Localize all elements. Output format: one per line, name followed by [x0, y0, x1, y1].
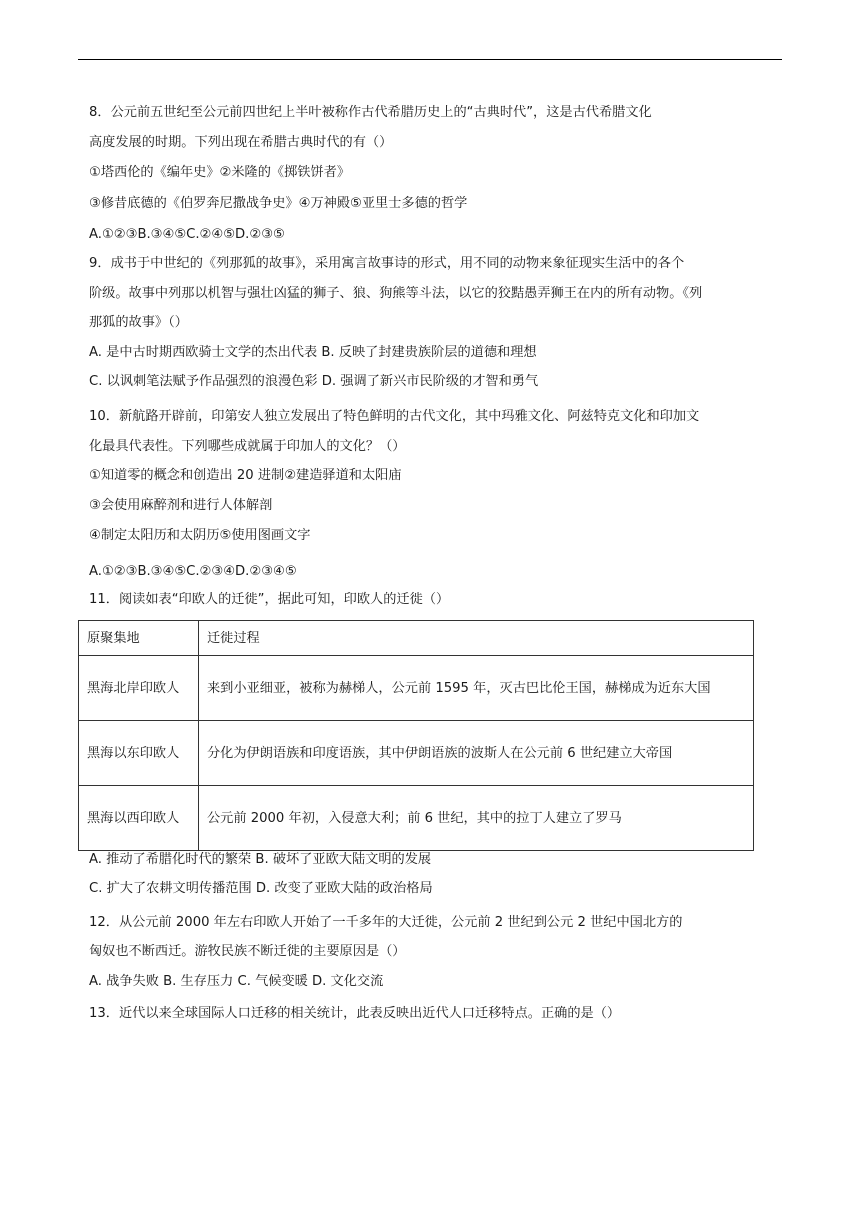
table-cell: 来到小亚细亚，被称为赫梯人，公元前 1595 年，灭古巴比伦王国，赫梯成为近东大国 — [199, 656, 754, 721]
table-cell: 黑海以东印欧人 — [79, 721, 199, 786]
q12-stem-line2: 匈奴也不断西迁。游牧民族不断迁徙的主要原因是（） — [89, 944, 406, 959]
header-rule — [78, 59, 782, 60]
q9-stem-line2: 阶级。故事中列那以机智与强壮凶猛的狮子、狼、狗熊等斗法，以它的狡黠愚弄狮王在内的所有动物。《列 — [89, 286, 703, 301]
q9-stem-line3: 那狐的故事》（） — [89, 315, 188, 330]
table-header-row — [79, 621, 754, 656]
q11-stem: 11．阅读如表“印欧人的迁徙”，据此可知，印欧人的迁徙（） — [89, 592, 450, 607]
q9-stem-line1: 9．成书于中世纪的《列那狐的故事》，采用寓言故事诗的形式，用不同的动物来象征现实生活中的各个 — [89, 256, 685, 271]
q10-item-line1: ①知道零的概念和创造出 20 进制②建造驿道和太阳庙 — [89, 468, 402, 483]
table-header-cell: 迁徙过程 — [199, 621, 754, 656]
q13-stem: 13．近代以来全球国际人口迁移的相关统计，此表反映出近代人口迁移特点。正确的是（） — [89, 1006, 621, 1021]
q10-stem-line2: 化最具代表性。下列哪些成就属于印加人的文化？（） — [89, 439, 406, 454]
table-cell: 黑海以西印欧人 — [79, 786, 199, 851]
table-row — [79, 721, 754, 786]
q8-item-line1: ①塔西伦的《编年史》②米隆的《掷铁饼者》 — [89, 165, 351, 180]
table-cell: 黑海北岸印欧人 — [79, 656, 199, 721]
q10-options: A.①②③B.③④⑤C.②③④D.②③④⑤ — [89, 564, 297, 579]
table-row — [79, 786, 754, 851]
q10-item-line2: ③会使用麻醉剂和进行人体解剖 — [89, 498, 273, 513]
q8-stem-line2: 高度发展的时期。下列出现在希腊古典时代的有（） — [89, 135, 393, 150]
table-cell: 公元前 2000 年初，入侵意大利；前 6 世纪，其中的拉丁人建立了罗马 — [199, 786, 754, 851]
table-row — [79, 656, 754, 721]
q11-options-line1: A. 推动了希腊化时代的繁荣 B. 破坏了亚欧大陆文明的发展 — [89, 852, 432, 867]
q8-stem-line1: 8．公元前五世纪至公元前四世纪上半叶被称作古代希腊历史上的“古典时代”，这是古代希腊文化 — [89, 105, 652, 120]
q9-options-line1: A. 是中古时期西欧骑士文学的杰出代表 B. 反映了封建贵族阶层的道德和理想 — [89, 345, 537, 360]
q12-options: A. 战争失败 B. 生存压力 C. 气候变暖 D. 文化交流 — [89, 974, 384, 989]
q11-options-line2: C. 扩大了农耕文明传播范围 D. 改变了亚欧大陆的政治格局 — [89, 881, 433, 896]
table-cell: 分化为伊朗语族和印度语族，其中伊朗语族的波斯人在公元前 6 世纪建立大帝国 — [199, 721, 754, 786]
migration-table — [78, 620, 754, 851]
table-header-cell: 原聚集地 — [79, 621, 199, 656]
q10-item-line3: ④制定太阳历和太阴历⑤使用图画文字 — [89, 528, 311, 543]
q10-stem-line1: 10．新航路开辟前，印第安人独立发展出了特色鲜明的古代文化，其中玛雅文化、阿兹特克文化和印加文 — [89, 409, 700, 424]
q12-stem-line1: 12．从公元前 2000 年左右印欧人开始了一千多年的大迁徙，公元前 2 世纪到公元 2 世纪中国北方的 — [89, 915, 683, 930]
q8-item-line2: ③修昔底德的《伯罗奔尼撒战争史》④万神殿⑤亚里士多德的哲学 — [89, 196, 468, 211]
q8-options: A.①②③B.③④⑤C.②④⑤D.②③⑤ — [89, 227, 285, 242]
q9-options-line2: C. 以讽刺笔法赋予作品强烈的浪漫色彩 D. 强调了新兴市民阶级的才智和勇气 — [89, 374, 539, 389]
